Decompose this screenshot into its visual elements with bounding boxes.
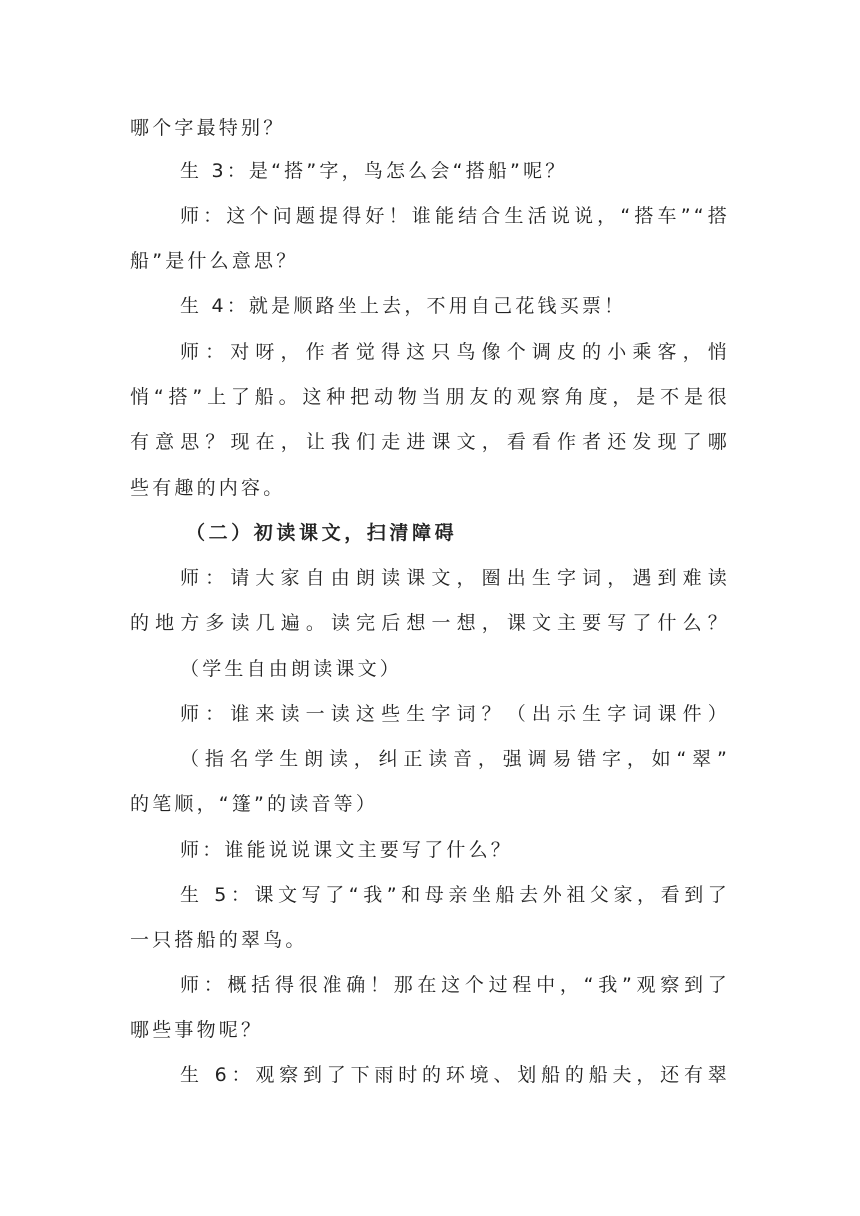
text-line: 的笔顺，“篷”的读音等） <box>130 793 379 815</box>
text-line: 一只搭船的翠鸟。 <box>130 929 308 951</box>
text-line: 生 3：是“搭”字，鸟怎么会“搭船”呢？ <box>180 160 568 182</box>
text-line: 些有趣的内容。 <box>130 477 286 499</box>
text-line: （学生自由朗读课文） <box>180 658 403 680</box>
text-line: 悄“搭”上了船。这种把动物当朋友的观察角度，是不是很 <box>130 386 730 408</box>
text-line: 生 5：课文写了“我”和母亲坐船去外祖父家，看到了 <box>180 884 730 906</box>
text-line: 师：谁来读一读这些生字词？（出示生字词课件） <box>180 703 730 725</box>
text-line: 师：谁能说说课文主要写了什么？ <box>180 839 514 861</box>
text-line: 师：对呀，作者觉得这只鸟像个调皮的小乘客，悄 <box>180 341 730 363</box>
text-line: 师：这个问题提得好！谁能结合生活说说，“搭车”“搭 <box>180 205 730 227</box>
text-line: 师：请大家自由朗读课文，圈出生字词，遇到难读 <box>180 567 730 589</box>
text-line: （指名学生朗读，纠正读音，强调易错字，如“翠” <box>180 748 730 770</box>
text-line: 哪些事物呢？ <box>130 1019 264 1041</box>
text-line: 生 6：观察到了下雨时的环境、划船的船夫，还有翠 <box>180 1064 730 1086</box>
text-line: 生 4：就是顺路坐上去，不用自己花钱买票！ <box>180 295 627 317</box>
text-line: 师：概括得很准确！那在这个过程中，“我”观察到了 <box>180 974 730 996</box>
text-line: 的地方多读几遍。读完后想一想，课文主要写了什么？ <box>130 612 730 634</box>
text-line: 船”是什么意思？ <box>130 250 299 272</box>
section-heading: （二）初读课文，扫清障碍 <box>186 522 458 544</box>
text-line: 有意思？现在，让我们走进课文，看看作者还发现了哪 <box>130 431 730 453</box>
text-line: 哪个字最特别？ <box>130 117 286 139</box>
